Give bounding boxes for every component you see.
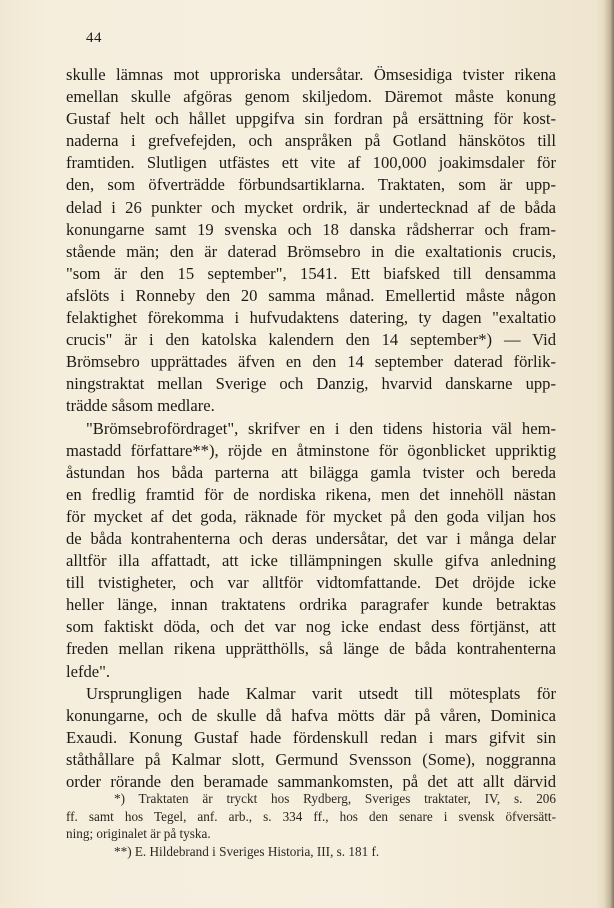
text-line: konungarne samt 19 svenska och 18 danska rådsherrar och fram-: [66, 219, 556, 239]
text-line: som faktiskt döda, och det var nog icke endast dess förtjänst, att: [66, 617, 556, 637]
page-edge-shadow: [604, 0, 614, 908]
page-number: 44: [86, 30, 102, 46]
text-line: Brömsebro upprättades äfven en den 14 september daterad förlik-: [66, 352, 556, 372]
text-line: "Brömsebrofördraget", skrifver en i den tidens historia väl hem-: [86, 418, 556, 438]
footnotes: [66, 790, 556, 860]
text-line: afslöts i Ronneby den 20 samma månad. Emellertid måste någon: [66, 285, 556, 305]
footnote-line: **) E. Hildebrand i Sveriges Historia, III, s. 181 f.: [114, 843, 380, 859]
text-line: naderna i grefvefejden, och anspråken på Gotland hänskötos till: [66, 131, 556, 151]
text-line: order rörande den beramade sammankomsten, på det att allt därvid: [66, 772, 556, 791]
text-line: trädde såsom medlare.: [66, 396, 215, 416]
text-line: ståthållare på Kalmar slott, Germund Svensson (Some), noggranna: [66, 749, 556, 769]
footnote-line: ff. samt hos Tegel, anf. arb., s. 334 ff., hos den senare i svensk öfversätt-: [66, 808, 556, 824]
text-line: mastadd författare**), röjde en åtminstone för ögonblicket uppriktig: [66, 440, 556, 460]
text-line: Exaudi. Konung Gustaf hade fördenskull redan i mars gifvit sin: [66, 727, 556, 747]
text-line: ningstraktat mellan Sverige och Danzig, hvarvid danskarne upp-: [66, 374, 556, 394]
text-line: crucis" är i den katolska kalendern den 14 september*) — Vid: [66, 330, 556, 350]
text-line: felaktighet förekomma i hufvudaktens datering, ty dagen "exaltatio: [66, 308, 556, 328]
text-line: framtiden. Slutligen utfästes ett vite af 100,000 joakimsdaler för: [66, 153, 556, 173]
text-line: freden mellan rikena upprätthölls, så länge de båda kontrahenterna: [66, 639, 556, 659]
text-line: Gustaf helt och hållet uppgifva sin fordran på ersättning för kost-: [66, 109, 556, 129]
text-line: konungarne, och de skulle då hafva mötts där på våren, Dominica: [66, 705, 556, 725]
footnote-line: *) Traktaten är tryckt hos Rydberg, Sveriges traktater, IV, s. 206: [114, 791, 556, 806]
text-line: "som är den 15 september", 1541. Ett biafsked till densamma: [66, 263, 556, 283]
text-line: den, som öfverträdde förbundsartiklarna. Traktaten, som är upp-: [66, 175, 556, 195]
text-line: stående män; den är daterad Brömsebro in die exaltationis crucis,: [66, 241, 556, 261]
text-line: alltför illa affattadt, att icke tillämpningen skulle gifva anledning: [66, 551, 556, 571]
text-line: för mycket af det goda, räknade för mycket på den goda viljan hos: [66, 506, 556, 526]
footnote-line: ning; originalet är på tyska.: [66, 826, 211, 842]
text-line: de båda kontrahenterna och deras undersåtar, det var i många delar: [66, 528, 556, 548]
text-line: Ursprungligen hade Kalmar varit utsedt till mötesplats för: [86, 683, 556, 703]
text-line: skulle lämnas mot upproriska undersåtar. Ömsesidiga tvister rikena: [66, 65, 556, 84]
text-line: en fredlig framtid för de nordiska rikena, men det innehöll nästan: [66, 484, 556, 504]
text-line: till tvistigheter, och var alltför vidtomfattande. Det dröjde icke: [66, 573, 556, 593]
text-line: åstundan hos båda parterna att bilägga gamla tvister och bereda: [66, 462, 556, 482]
text-line: delad i 26 punkter och mycket ordrik, är undertecknad af de båda: [66, 197, 556, 217]
text-line: heller länge, innan traktatens ordrika paragrafer kunde betraktas: [66, 595, 556, 615]
text-line: emellan skulle afgöras genom skiljedom. Däremot måste konung: [66, 87, 556, 107]
body-text: [66, 64, 556, 793]
text-line: lefde".: [66, 661, 111, 681]
